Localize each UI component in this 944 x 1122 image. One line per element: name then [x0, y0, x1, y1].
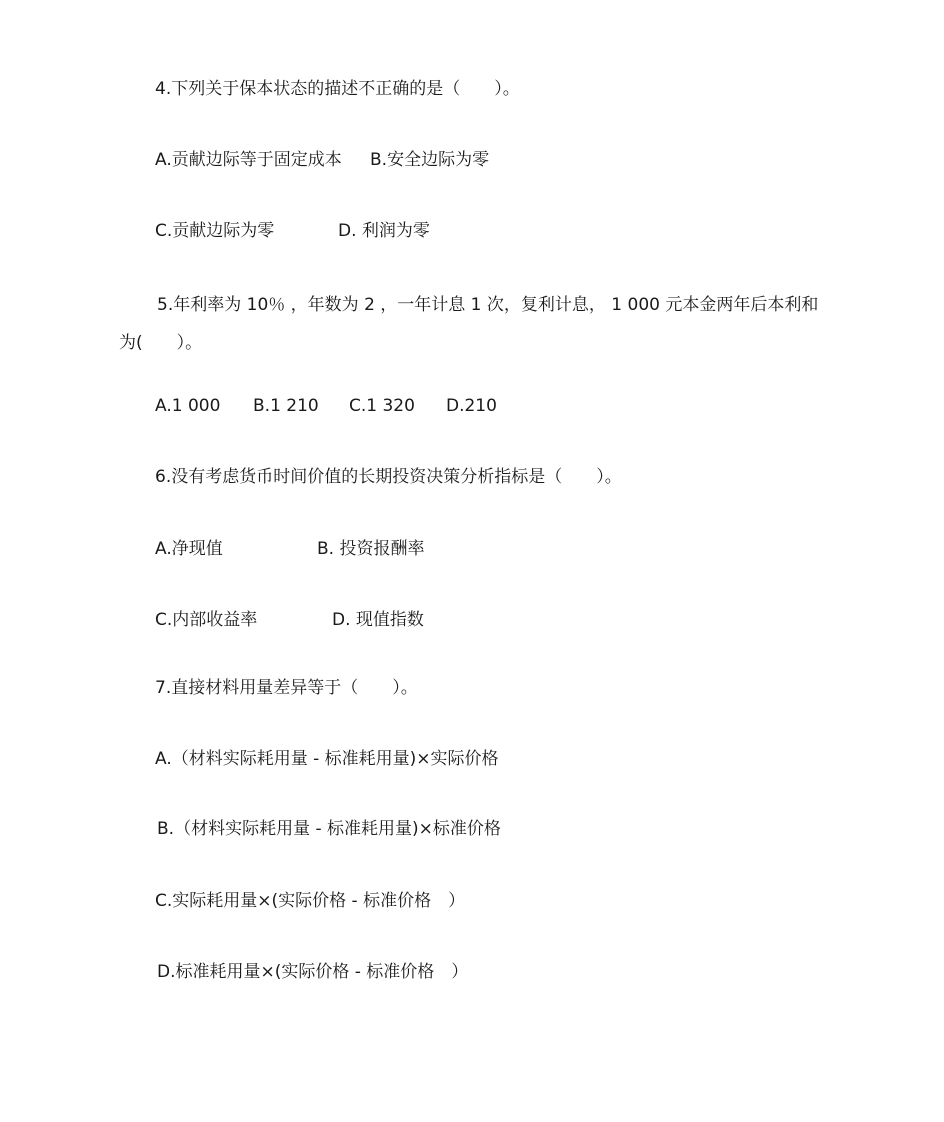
question-7-option-d: D.标准耗用量×(实际价格 - 标准价格 ）	[157, 962, 469, 982]
question-5-stem-line1: 5.年利率为 10％ ，年数为 2 ，一年计息 1 次，复利计息， 1 000 元本金两年后本利和	[157, 295, 819, 315]
question-4-option-a: A.贡献边际等于固定成本	[155, 150, 342, 170]
question-4-option-d: D. 利润为零	[338, 221, 430, 241]
question-7-option-b: B.（材料实际耗用量 - 标准耗用量)×标准价格	[157, 819, 501, 839]
question-6-option-d: D. 现值指数	[332, 610, 424, 630]
question-4-stem: 4.下列关于保本状态的描述不正确的是（ ）。	[155, 79, 520, 99]
question-7-stem: 7.直接材料用量差异等于（ ）。	[155, 678, 418, 698]
question-5-option-c: C.1 320	[349, 396, 415, 416]
question-6-stem: 6.没有考虑货币时间价值的长期投资决策分析指标是（ ）。	[155, 467, 622, 487]
question-5-option-a: A.1 000	[155, 396, 221, 416]
question-4-option-b: B.安全边际为零	[370, 150, 490, 170]
question-6-option-c: C.内部收益率	[155, 610, 258, 630]
question-7-option-a: A.（材料实际耗用量 - 标准耗用量)×实际价格	[155, 749, 499, 769]
question-5-option-d: D.210	[446, 396, 497, 416]
question-5-option-b: B.1 210	[253, 396, 319, 416]
question-5-stem-line2: 为( ）。	[119, 333, 203, 353]
question-7-option-c: C.实际耗用量×(实际价格 - 标准价格 ）	[155, 891, 466, 911]
question-6-option-a: A.净现值	[155, 539, 223, 559]
question-6-option-b: B. 投资报酬率	[317, 539, 425, 559]
question-4-option-c: C.贡献边际为零	[155, 221, 275, 241]
